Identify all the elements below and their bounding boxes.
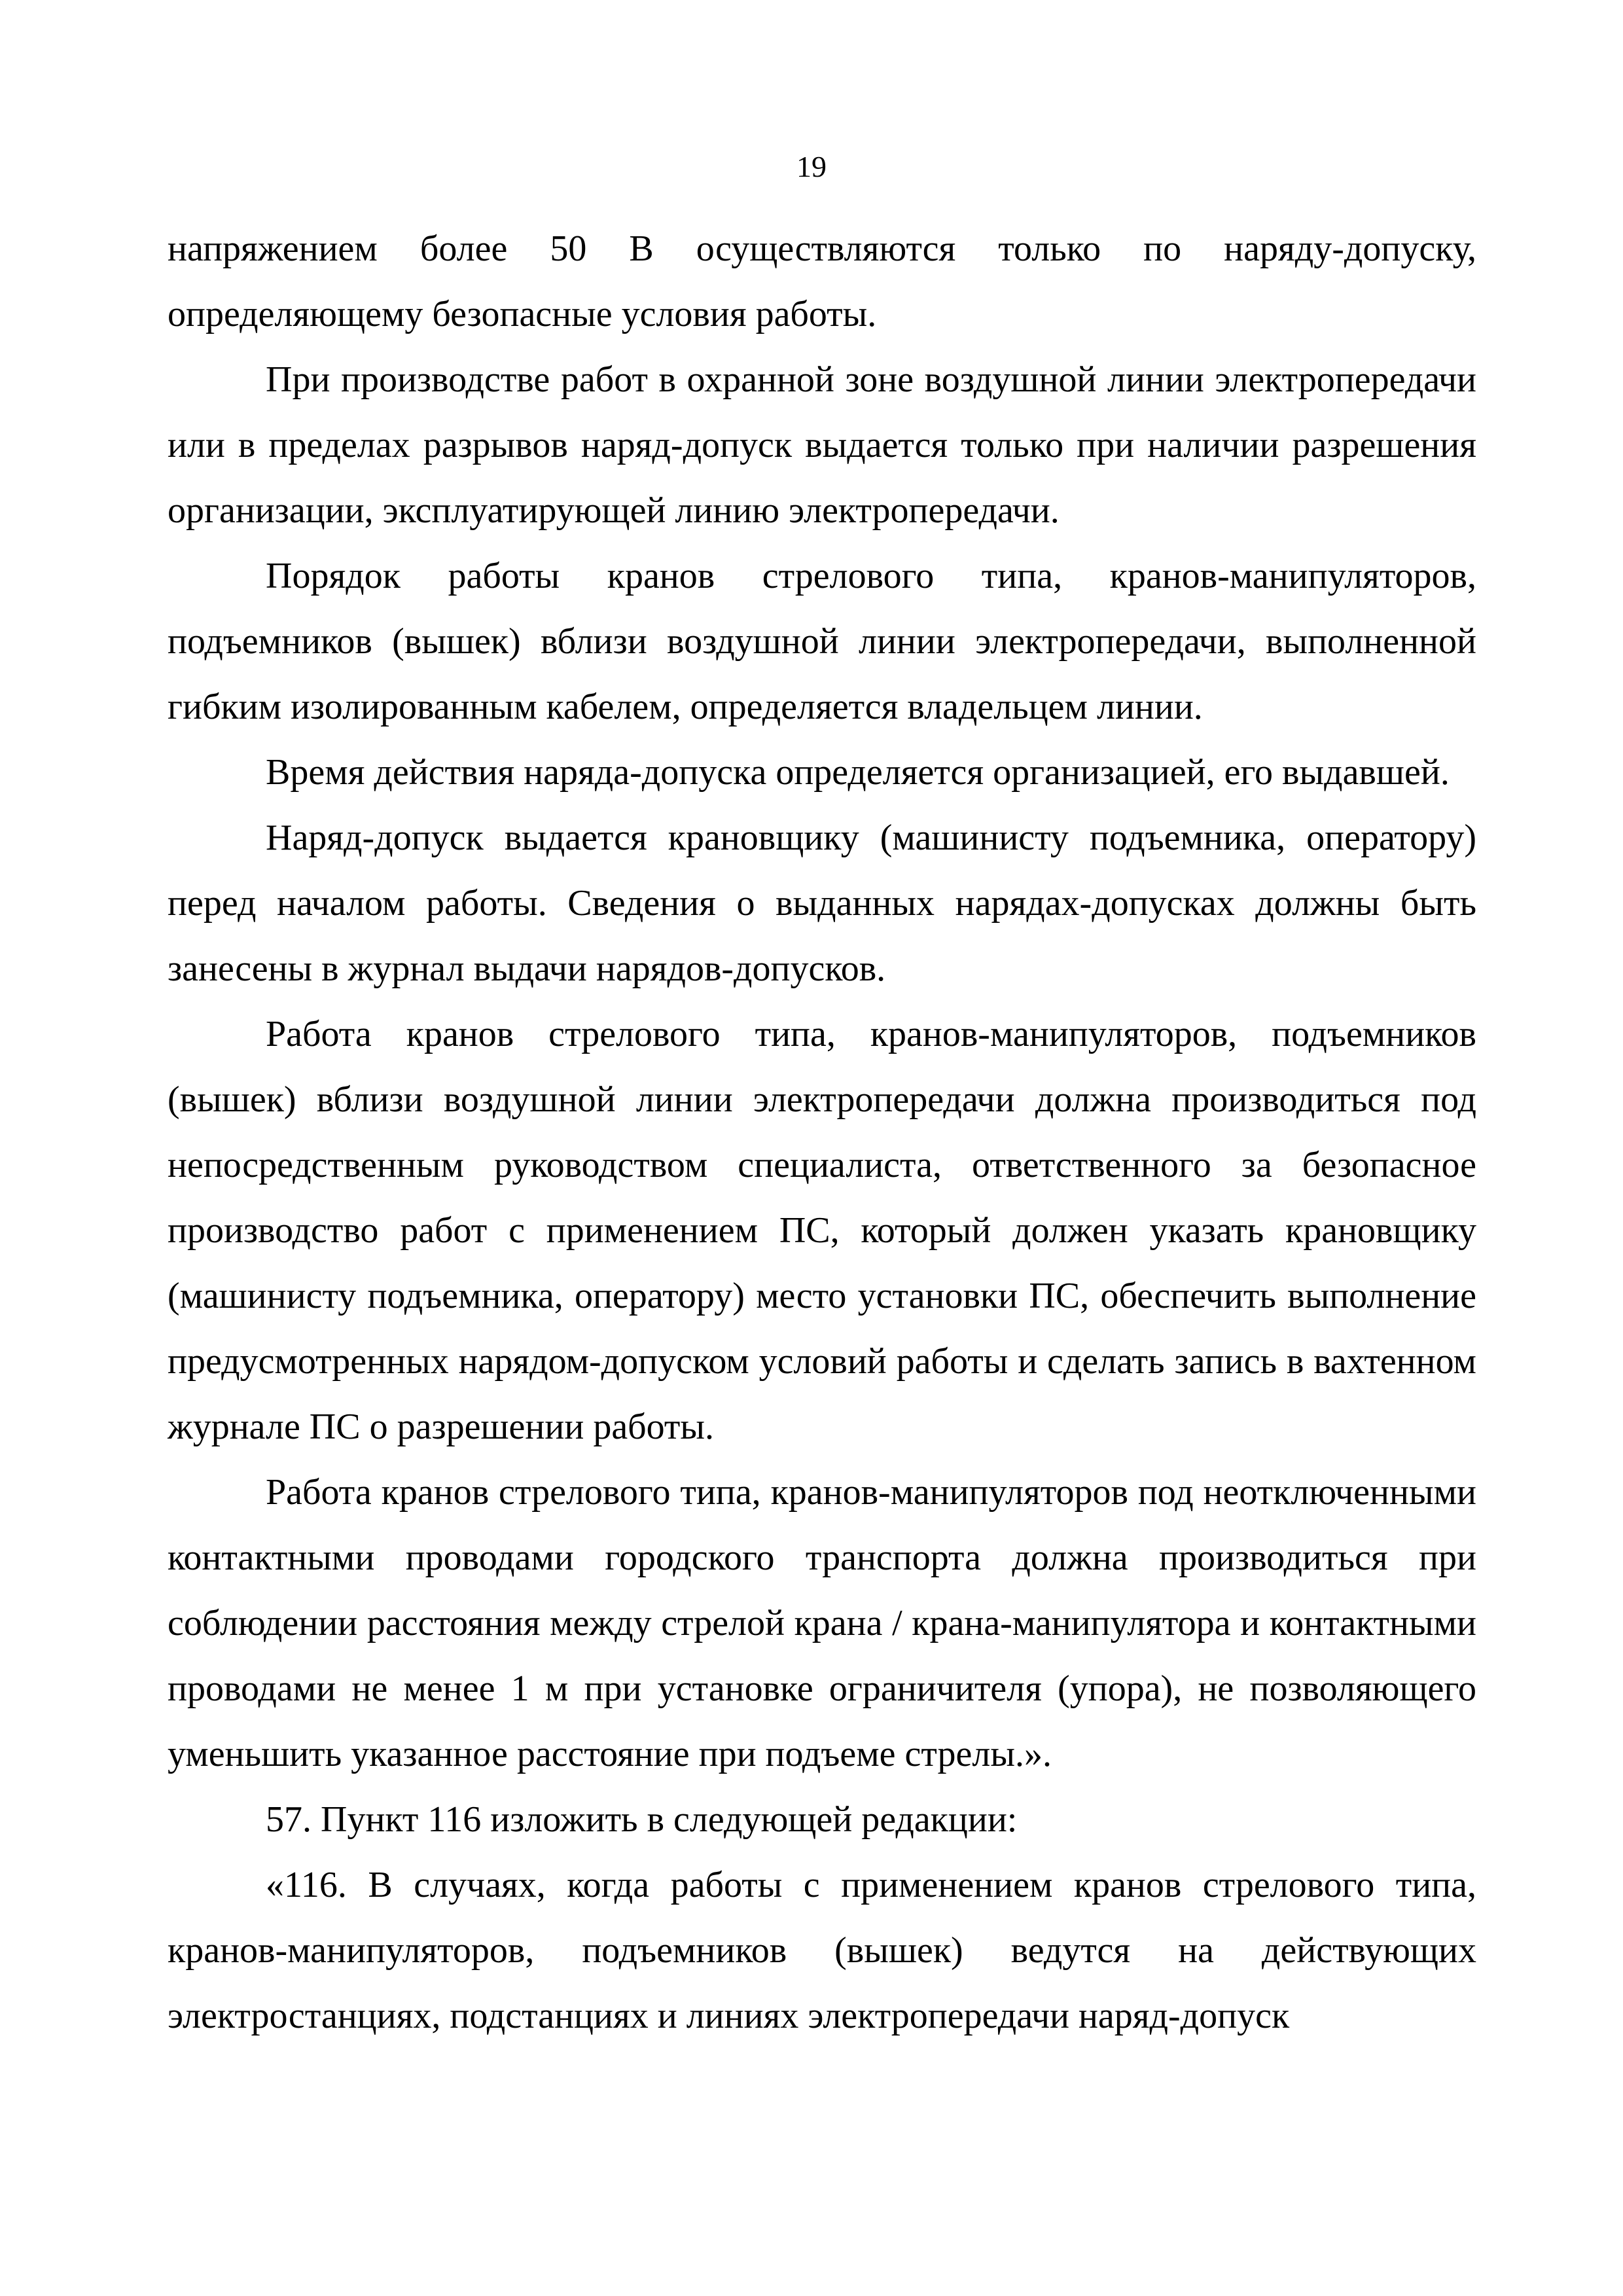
document-body [168,216,1476,2049]
paragraph-permit-validity: Время действия наряда-допуска определяется организацией, его выдавшей. [266,752,1450,793]
paragraph-crane-procedure: Порядок работы кранов стрелового типа, кранов-манипуляторов, подъемников (вышек) вблизи воздушной линии электропередачи, выполненной гибким изолированным кабелем, определяется владельцем линии. [168,556,1476,727]
paragraph-continuation: напряжением более 50 В осуществляются только по наряду-допуску, определяющему безопасные условия работы. [168,228,1476,334]
paragraph-permit-issue: Наряд-допуск выдается крановщику (машинисту подъемника, оператору) перед началом работы. Сведения о выданных нарядах-допусках должны быть занесены в журнал выдачи нарядов-допусков. [168,817,1476,989]
paragraph-supervision: Работа кранов стрелового типа, кранов-манипуляторов, подъемников (вышек) вблизи воздушной линии электропередачи должна производиться под непосредственным руководством специалиста, ответственного за безопасное производство работ с применением ПС, который должен указать крановщику (машинисту подъемника, оператору) место установки ПС, обеспечить выполнение предусмотренных нарядом-допуском условий работы и сделать запись в вахтенном журнале ПС о разрешении работы. [168,1014,1476,1447]
page-number: 19 [796,150,827,183]
paragraph-contact-wires: Работа кранов стрелового типа, кранов-манипуляторов под неотключенными контактными проводами городского транспорта должна производиться при соблюдении расстояния между стрелой крана / крана-манипулятора и контактными проводами не менее 1 м при установке ограничителя (упора), не позволяющего уменьшить указанное расстояние при подъеме стрелы.». [168,1472,1476,1774]
paragraph-protection-zone: При производстве работ в охранной зоне воздушной линии электропередачи или в пределах разрывов наряд-допуск выдается только при наличии разрешения организации, эксплуатирующей линию электропередачи. [168,359,1476,531]
paragraph-item-116: «116. В случаях, когда работы с применением кранов стрелового типа, кранов-манипуляторов, подъемников (вышек) ведутся на действующих электростанциях, подстанциях и линиях электропередачи наряд-допуск [168,1865,1476,2036]
paragraph-item-57: 57. Пункт 116 изложить в следующей редакции: [266,1799,1018,1840]
